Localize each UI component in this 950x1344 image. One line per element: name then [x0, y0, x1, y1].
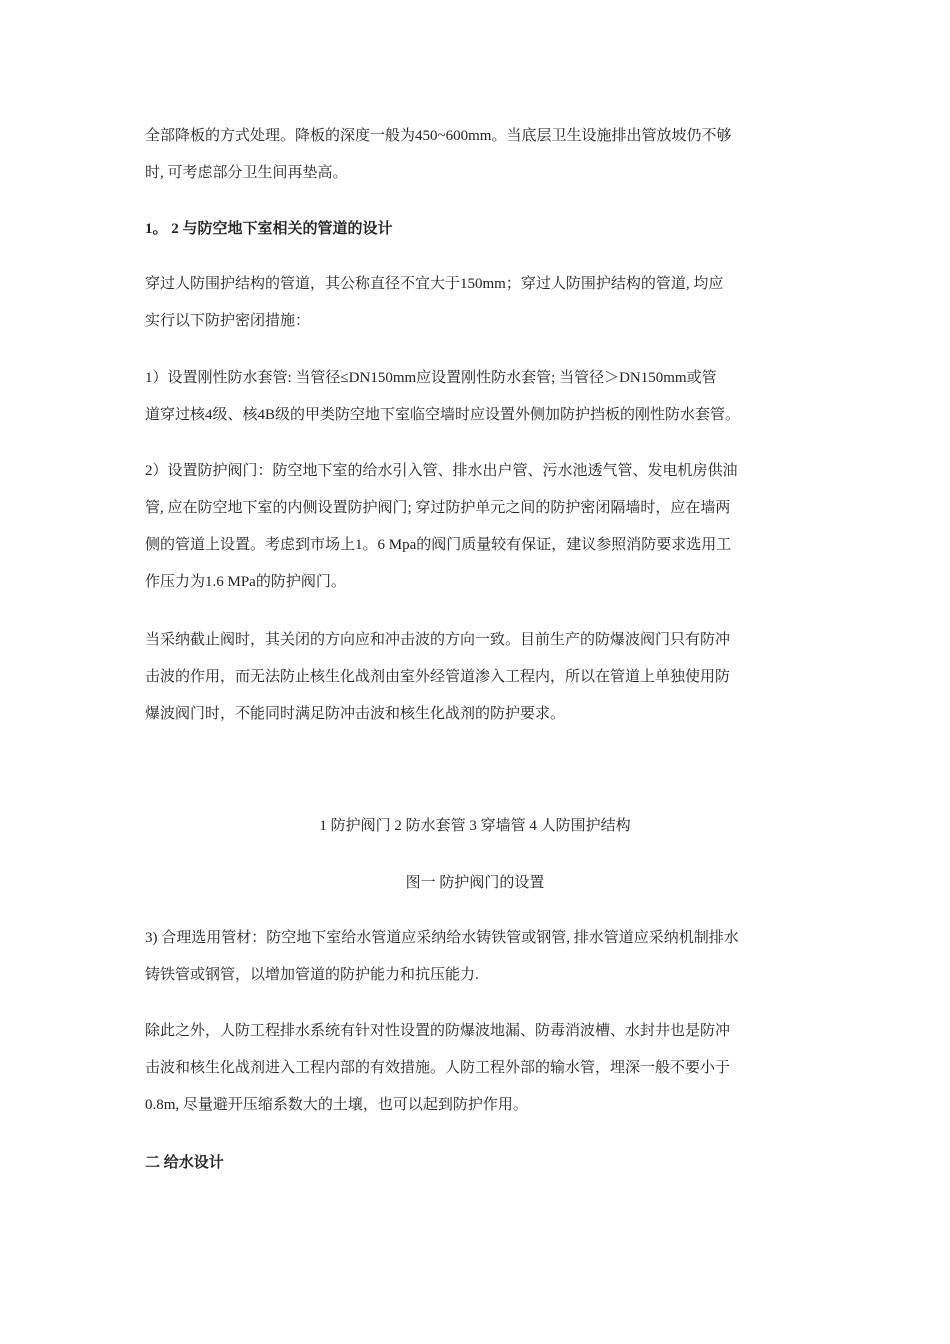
- section-heading-water-supply: 二 给水设计: [145, 1155, 224, 1171]
- text-line: 爆波阀门时，不能同时满足防冲击波和核生化战剂的防护要求。: [145, 706, 566, 722]
- text-line: 3) 合理选用管材：防空地下室给水管道应采纳给水铸铁管或钢管, 排水管道应采纳机制排水: [145, 930, 739, 946]
- paragraph-drainage-measures: [145, 1013, 825, 1124]
- text-line: 管, 应在防空地下室的内侧设置防护阀门; 穿过防护单元之间的防护密闭隔墙时，应在墙两: [145, 500, 731, 516]
- text-line: 全部降板的方式处理。降板的深度一般为450~600mm。当底层卫生设施排出管放坡仍不够: [145, 128, 732, 144]
- text-line: 2）设置防护阀门：防空地下室的给水引入管、排水出户管、污水池透气管、发电机房供油: [145, 463, 738, 479]
- text-line: 1）设置刚性防水套管: 当管径≤DN150mm应设置刚性防水套管; 当管径＞DN150mm或管: [145, 370, 717, 386]
- text-line: 侧的管道上设置。考虑到市场上1。6 Mpa的阀门质量较有保证，建议参照消防要求选用工: [145, 537, 732, 553]
- figure-legend: 1 防护阀门 2 防水套管 3 穿墙管 4 人防围护结构: [319, 818, 631, 834]
- paragraph-stop-valve: [145, 622, 825, 733]
- text-line: 当采纳截止阀时，其关闭的方向应和冲击波的方向一致。目前生产的防爆波阀门只有防冲: [145, 632, 731, 648]
- paragraph-pipe-diameter: [145, 266, 825, 340]
- text-line: 穿过人防围护结构的管道，其公称直径不宜大于150mm；穿过人防围护结构的管道, 均应: [145, 276, 724, 292]
- paragraph-rigid-sleeve: [145, 360, 825, 434]
- paragraph-protective-valve: [145, 453, 825, 601]
- figure-caption: 图一 防护阀门的设置: [405, 875, 545, 891]
- text-line: 击波和核生化战剂进入工程内部的有效措施。人防工程外部的输水管，埋深一般不要小于: [145, 1060, 731, 1076]
- text-line: 0.8m, 尽量避开压缩系数大的土壤，也可以起到防护作用。: [145, 1097, 528, 1113]
- text-line: 击波的作用，而无法防止核生化战剂由室外经管道渗入工程内，所以在管道上单独使用防: [145, 669, 731, 685]
- section-heading-1-2: 1。 2 与防空地下室相关的管道的设计: [145, 221, 393, 237]
- text-line: 除此之外，人防工程排水系统有针对性设置的防爆波地漏、防毒消波槽、水封井也是防冲: [145, 1023, 731, 1039]
- paragraph-floor-lowering: [145, 118, 825, 192]
- paragraph-pipe-material: [145, 920, 825, 994]
- text-line: 实行以下防护密闭措施：: [145, 313, 311, 329]
- text-line: 道穿过核4级、核4B级的甲类防空地下室临空墙时应设置外侧加防护挡板的刚性防水套管。: [145, 407, 741, 423]
- text-line: 时, 可考虑部分卫生间再垫高。: [145, 165, 348, 181]
- text-line: 铸铁管或钢管，以增加管道的防护能力和抗压能力.: [145, 967, 479, 983]
- text-line: 作压力为1.6 MPa的防护阀门。: [145, 574, 346, 590]
